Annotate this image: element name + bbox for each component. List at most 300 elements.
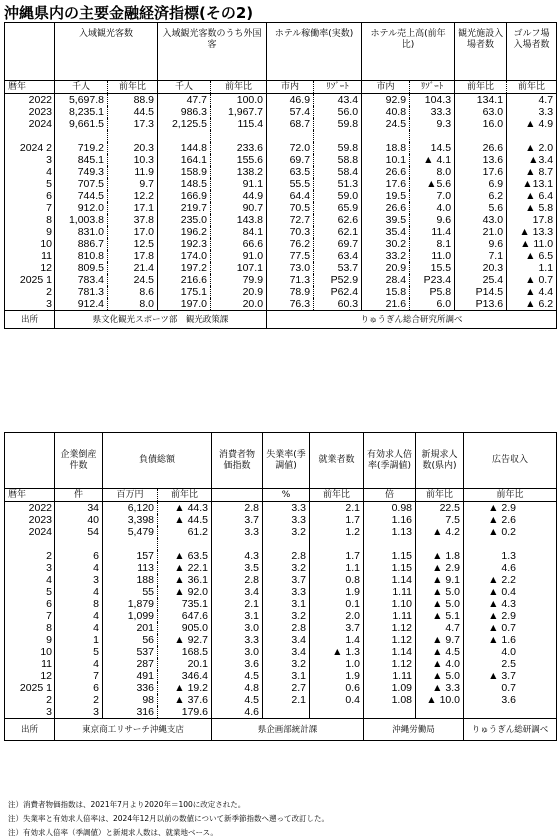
data-cell: ▲ 6.4 — [507, 190, 557, 202]
data-cell: 2.1 — [212, 598, 263, 610]
row-label: 3 — [46, 298, 52, 310]
data-cell: 3.7 — [263, 574, 310, 586]
data-cell: 912.0 — [55, 202, 108, 214]
data-cell: 62.6 — [314, 214, 362, 226]
data-cell: 1 — [55, 634, 103, 646]
data-cell: 1.4 — [310, 634, 364, 646]
data-cell: P62.4 — [314, 286, 362, 298]
data-cell: 15.8 — [362, 286, 410, 298]
data-cell: 65.9 — [314, 202, 362, 214]
row-label: 2 — [46, 550, 52, 562]
data-cell: 0.6 — [310, 682, 364, 694]
data-cell: ▲ 4.1 — [410, 154, 455, 166]
data-cell: 1.7 — [310, 514, 364, 526]
row-label: 2023 — [28, 514, 52, 526]
data-cell — [364, 538, 416, 550]
unit-cell: ﾘｿﾞｰﾄ — [410, 81, 455, 94]
data-cell: 1.09 — [364, 682, 416, 694]
data-cell: P14.5 — [455, 286, 507, 298]
data-cell: 61.2 — [158, 526, 212, 538]
data-cell: 26.6 — [362, 202, 410, 214]
data-cell: 10.3 — [108, 154, 158, 166]
source-name: 県企画部統計課 — [212, 719, 364, 741]
data-cell — [416, 706, 464, 719]
data-cell: 43.0 — [455, 214, 507, 226]
data-cell — [263, 706, 310, 719]
row-label — [5, 538, 55, 550]
data-cell: 28.4 — [362, 274, 410, 286]
data-cell: 1.16 — [364, 514, 416, 526]
data-cell: 12.2 — [108, 190, 158, 202]
table-row — [5, 274, 557, 286]
data-cell: ▲ 2.9 — [464, 502, 557, 515]
data-cell: 4 — [55, 610, 103, 622]
unit-cell: 市内 — [362, 81, 410, 94]
data-cell: 3,398 — [103, 514, 158, 526]
data-cell: 336 — [103, 682, 158, 694]
data-cell: 158.9 — [158, 166, 211, 178]
data-cell — [55, 538, 103, 550]
data-cell: 37.8 — [108, 214, 158, 226]
row-label — [5, 130, 55, 142]
data-cell: 3.0 — [212, 622, 263, 634]
unit-row — [5, 81, 557, 94]
data-cell: 76.3 — [267, 298, 314, 311]
unit-cell: 暦年 — [5, 489, 55, 502]
data-cell: ▲ 22.1 — [158, 562, 212, 574]
table-row — [5, 526, 557, 538]
data-cell: 18.8 — [362, 142, 410, 154]
data-cell: ▲ 6.5 — [507, 250, 557, 262]
data-cell: 8,235.1 — [55, 106, 108, 118]
data-cell: 164.1 — [158, 154, 211, 166]
data-cell: 2.8 — [212, 502, 263, 515]
data-cell: P13.6 — [455, 298, 507, 311]
row-label: 10 — [40, 646, 52, 658]
source-name: 県文化観光スポーツ部 観光政策課 — [55, 311, 267, 329]
data-cell: ▲ 2.6 — [464, 514, 557, 526]
data-cell: 3 — [55, 574, 103, 586]
data-cell — [267, 130, 314, 142]
data-cell: 26.6 — [362, 166, 410, 178]
data-cell: 8.0 — [108, 298, 158, 311]
data-cell: 78.9 — [267, 286, 314, 298]
data-cell: 20.1 — [158, 658, 212, 670]
data-cell: ▲ 3.3 — [416, 682, 464, 694]
data-cell: 4 — [55, 562, 103, 574]
table-row — [5, 106, 557, 118]
data-cell — [108, 130, 158, 142]
data-cell: 4.6 — [464, 562, 557, 574]
data-cell — [310, 538, 364, 550]
data-cell: ▲ 0.4 — [464, 586, 557, 598]
data-cell: 3.0 — [212, 646, 263, 658]
data-cell — [158, 130, 211, 142]
unit-cell: 前年比 — [507, 81, 557, 94]
data-cell — [362, 130, 410, 142]
header-row — [5, 23, 557, 81]
data-cell: 100.0 — [211, 94, 267, 107]
data-cell: ▲ 1.6 — [464, 634, 557, 646]
table-row — [5, 142, 557, 154]
data-cell: 3.3 — [507, 106, 557, 118]
data-cell: ▲ 4.5 — [416, 646, 464, 658]
data-cell — [464, 538, 557, 550]
tourism-table — [4, 22, 557, 329]
data-cell: 24.5 — [362, 118, 410, 130]
footnote: 注）失業率と有効求人倍率は、2024年12月以前の数値について新季節指数へ遡って改訂した。 — [8, 814, 329, 823]
column-header: 消費者物価指数 — [212, 433, 263, 489]
data-cell: P52.9 — [314, 274, 362, 286]
data-cell — [211, 130, 267, 142]
data-cell: 4 — [55, 586, 103, 598]
data-cell: 70.3 — [267, 226, 314, 238]
table-row — [5, 658, 557, 670]
data-cell: 115.4 — [211, 118, 267, 130]
data-cell — [314, 130, 362, 142]
data-cell: 77.5 — [267, 250, 314, 262]
data-cell: 4.6 — [212, 706, 263, 719]
data-cell: 13.6 — [455, 154, 507, 166]
row-label: 5 — [46, 586, 52, 598]
data-cell: 188 — [103, 574, 158, 586]
data-cell: 197.2 — [158, 262, 211, 274]
data-cell: 33.2 — [362, 250, 410, 262]
data-cell: ▲13.1 — [507, 178, 557, 190]
table-row — [5, 250, 557, 262]
row-label: 12 — [40, 262, 52, 274]
data-cell — [416, 538, 464, 550]
data-cell: 63.0 — [455, 106, 507, 118]
row-label: 7 — [46, 202, 52, 214]
data-cell: ▲ 0.7 — [507, 274, 557, 286]
data-cell: 3.1 — [263, 670, 310, 682]
data-cell: 69.7 — [267, 154, 314, 166]
data-cell: ▲ 19.2 — [158, 682, 212, 694]
data-cell: 148.5 — [158, 178, 211, 190]
data-cell: 71.3 — [267, 274, 314, 286]
table-row — [5, 238, 557, 250]
data-cell: 4.7 — [416, 622, 464, 634]
data-cell: 707.5 — [55, 178, 108, 190]
data-cell: 905.0 — [158, 622, 212, 634]
data-cell: 3.4 — [263, 646, 310, 658]
data-cell: 810.8 — [55, 250, 108, 262]
data-cell: 3.7 — [212, 514, 263, 526]
data-cell: 1.14 — [364, 646, 416, 658]
unit-row — [5, 489, 557, 502]
data-cell: ▲ 11.0 — [507, 238, 557, 250]
data-cell: 179.6 — [158, 706, 212, 719]
data-cell: ▲3.4 — [507, 154, 557, 166]
data-cell: 9.6 — [410, 214, 455, 226]
data-cell: 24.5 — [108, 274, 158, 286]
data-cell: ▲ 1.3 — [310, 646, 364, 658]
row-label: 4 — [46, 166, 52, 178]
data-cell: 3.1 — [212, 610, 263, 622]
row-label: 2022 — [28, 502, 52, 514]
data-cell: 196.2 — [158, 226, 211, 238]
data-cell: 63.4 — [314, 250, 362, 262]
data-cell: 12.5 — [108, 238, 158, 250]
row-label: 10 — [40, 238, 52, 250]
source-row — [5, 311, 557, 329]
data-cell: 287 — [103, 658, 158, 670]
data-cell: 144.8 — [158, 142, 211, 154]
data-cell: 1.1 — [310, 562, 364, 574]
data-cell: 2.7 — [263, 682, 310, 694]
data-cell: 2.8 — [263, 622, 310, 634]
data-cell: ▲ 9.7 — [416, 634, 464, 646]
row-label: 6 — [46, 598, 52, 610]
data-cell: 91.1 — [211, 178, 267, 190]
unit-cell: 前年比 — [310, 489, 364, 502]
data-cell: ▲ 37.6 — [158, 694, 212, 706]
table-row — [5, 682, 557, 694]
data-cell: 33.3 — [410, 106, 455, 118]
row-label: 2024 — [28, 118, 52, 130]
table-row — [5, 670, 557, 682]
data-cell: 34 — [55, 502, 103, 515]
data-cell: 107.1 — [211, 262, 267, 274]
data-cell: 1.12 — [364, 658, 416, 670]
data-cell: 2,125.5 — [158, 118, 211, 130]
data-cell: 3.3 — [263, 586, 310, 598]
data-cell: 4.5 — [212, 694, 263, 706]
source-label: 出所 — [5, 719, 55, 741]
header-blank — [5, 23, 55, 81]
table-row — [5, 538, 557, 550]
table-row — [5, 226, 557, 238]
data-cell: 15.5 — [410, 262, 455, 274]
data-cell: 912.4 — [55, 298, 108, 311]
data-cell: 986.3 — [158, 106, 211, 118]
data-cell: 9.3 — [410, 118, 455, 130]
data-cell: 5 — [55, 646, 103, 658]
data-cell: 21.0 — [455, 226, 507, 238]
data-cell: 56.0 — [314, 106, 362, 118]
data-cell: 2.8 — [263, 550, 310, 562]
data-cell: ▲ 5.0 — [416, 670, 464, 682]
data-cell: 40 — [55, 514, 103, 526]
footnote: 注）有効求人倍率（季調値）と新規求人数は、就業地ベース。 — [8, 828, 218, 837]
table-row — [5, 298, 557, 311]
data-cell: 19.5 — [362, 190, 410, 202]
unit-cell: 倍 — [364, 489, 416, 502]
source-name: 沖縄労働局 — [364, 719, 464, 741]
data-cell: 3.3 — [263, 514, 310, 526]
data-cell: ▲ 1.8 — [416, 550, 464, 562]
data-cell: 4.8 — [212, 682, 263, 694]
data-cell: 2.8 — [212, 574, 263, 586]
page-title: 沖縄県内の主要金融経済指標(その2) — [4, 4, 254, 22]
data-cell: 1.12 — [364, 622, 416, 634]
row-label: 6 — [46, 190, 52, 202]
row-label: 9 — [46, 226, 52, 238]
data-cell: 16.0 — [455, 118, 507, 130]
data-cell: 6,120 — [103, 502, 158, 515]
data-cell: 155.6 — [211, 154, 267, 166]
column-header: 入域観光客数のうち外国客 — [158, 23, 267, 81]
row-label: 3 — [46, 706, 52, 718]
data-cell: 54 — [55, 526, 103, 538]
data-cell: 11.4 — [410, 226, 455, 238]
data-cell: 7.1 — [455, 250, 507, 262]
data-cell: 8.0 — [410, 166, 455, 178]
data-cell: 5.6 — [455, 202, 507, 214]
table-row — [5, 130, 557, 142]
data-cell: 744.5 — [55, 190, 108, 202]
row-label: 8 — [46, 214, 52, 226]
data-cell: 735.1 — [158, 598, 212, 610]
data-cell: 43.4 — [314, 94, 362, 107]
data-cell — [158, 538, 212, 550]
data-cell: 26.6 — [455, 142, 507, 154]
table-row — [5, 286, 557, 298]
row-label: 2025 1 — [19, 682, 52, 694]
table-row — [5, 214, 557, 226]
column-header: ゴルフ場入場者数 — [507, 23, 557, 81]
data-cell: 5,697.8 — [55, 94, 108, 107]
row-label: 2022 — [28, 94, 52, 106]
data-cell: 56 — [103, 634, 158, 646]
table-row — [5, 574, 557, 586]
data-cell: 104.3 — [410, 94, 455, 107]
data-cell: 9.6 — [455, 238, 507, 250]
data-cell: 4.7 — [507, 94, 557, 107]
data-cell: 59.8 — [314, 142, 362, 154]
data-cell: 0.4 — [310, 694, 364, 706]
data-cell: 44.9 — [211, 190, 267, 202]
table-row — [5, 610, 557, 622]
data-cell: 316 — [103, 706, 158, 719]
table-row — [5, 502, 557, 515]
data-cell: 20.3 — [455, 262, 507, 274]
column-header: ホテル売上高(前年比) — [362, 23, 455, 81]
row-label: 11 — [41, 658, 52, 670]
data-cell: 3.2 — [263, 658, 310, 670]
data-cell: 1.14 — [364, 574, 416, 586]
data-cell: 1.11 — [364, 586, 416, 598]
data-cell: 1.13 — [364, 526, 416, 538]
data-cell: 1.9 — [310, 586, 364, 598]
data-cell: 8.1 — [410, 238, 455, 250]
unit-cell — [212, 489, 263, 502]
data-cell: 2.1 — [310, 502, 364, 515]
data-cell: 3.3 — [212, 634, 263, 646]
data-cell: 64.4 — [267, 190, 314, 202]
data-cell: 20.3 — [108, 142, 158, 154]
data-cell: ▲ 6.2 — [507, 298, 557, 311]
data-cell: 4.5 — [212, 670, 263, 682]
table-row — [5, 646, 557, 658]
data-cell: 3.6 — [464, 694, 557, 706]
data-cell: 21.4 — [108, 262, 158, 274]
data-cell: 134.1 — [455, 94, 507, 107]
data-cell: ▲ 2.0 — [507, 142, 557, 154]
data-cell: ▲ 92.7 — [158, 634, 212, 646]
data-cell: 84.1 — [211, 226, 267, 238]
data-cell: 53.7 — [314, 262, 362, 274]
column-header: ホテル稼働率(実数) — [267, 23, 362, 81]
data-cell: 3.5 — [212, 562, 263, 574]
data-cell: 62.1 — [314, 226, 362, 238]
unit-cell: 件 — [55, 489, 103, 502]
data-cell: ▲ 2.2 — [464, 574, 557, 586]
data-cell: ▲ 4.0 — [416, 658, 464, 670]
source-name: 東京商工リサーチ沖縄支店 — [55, 719, 212, 741]
data-cell: 1.3 — [464, 550, 557, 562]
data-cell: ▲ 0.2 — [464, 526, 557, 538]
data-cell: 60.3 — [314, 298, 362, 311]
data-cell: 59.8 — [314, 118, 362, 130]
data-cell: ▲ 4.2 — [416, 526, 464, 538]
data-cell: 1.08 — [364, 694, 416, 706]
data-cell: 17.8 — [108, 250, 158, 262]
table-row — [5, 118, 557, 130]
data-cell: 143.8 — [211, 214, 267, 226]
data-cell: 537 — [103, 646, 158, 658]
data-cell: 219.7 — [158, 202, 211, 214]
data-cell — [310, 706, 364, 719]
data-cell: 113 — [103, 562, 158, 574]
data-cell: 8 — [55, 598, 103, 610]
data-cell: 3.3 — [212, 526, 263, 538]
row-label: 2 — [46, 694, 52, 706]
data-cell: 4.0 — [464, 646, 557, 658]
data-cell — [464, 706, 557, 719]
data-cell: 3.3 — [263, 502, 310, 515]
table-row — [5, 706, 557, 719]
data-cell: 1.2 — [310, 526, 364, 538]
data-cell: 14.5 — [410, 142, 455, 154]
data-cell: ▲ 2.9 — [416, 562, 464, 574]
column-header: 観光施設入場者数 — [455, 23, 507, 81]
data-cell — [364, 706, 416, 719]
data-cell: 6.0 — [410, 298, 455, 311]
data-cell: 1.10 — [364, 598, 416, 610]
data-cell: 4.0 — [410, 202, 455, 214]
data-cell: 235.0 — [158, 214, 211, 226]
data-cell: 1,099 — [103, 610, 158, 622]
footnotes — [8, 798, 329, 840]
unit-cell: 前年比 — [455, 81, 507, 94]
unit-cell: 前年比 — [211, 81, 267, 94]
unit-cell: % — [263, 489, 310, 502]
data-cell: 69.7 — [314, 238, 362, 250]
data-cell: 2 — [55, 694, 103, 706]
data-cell: ▲ 5.0 — [416, 598, 464, 610]
table-row — [5, 586, 557, 598]
data-cell: 59.0 — [314, 190, 362, 202]
data-cell — [55, 130, 108, 142]
data-cell: ▲ 0.7 — [464, 622, 557, 634]
row-label: 2024 — [28, 526, 52, 538]
row-label: 3 — [46, 154, 52, 166]
data-cell: 809.5 — [55, 262, 108, 274]
data-cell: ▲5.6 — [410, 178, 455, 190]
column-header: 就業者数 — [310, 433, 364, 489]
data-cell: 3.7 — [310, 622, 364, 634]
data-cell: 44.5 — [108, 106, 158, 118]
data-cell: 192.3 — [158, 238, 211, 250]
row-label: 9 — [46, 634, 52, 646]
unit-cell: 百万円 — [103, 489, 158, 502]
unit-cell: 千人 — [55, 81, 108, 94]
data-cell: 2.0 — [310, 610, 364, 622]
table-row — [5, 634, 557, 646]
data-cell: 25.4 — [455, 274, 507, 286]
